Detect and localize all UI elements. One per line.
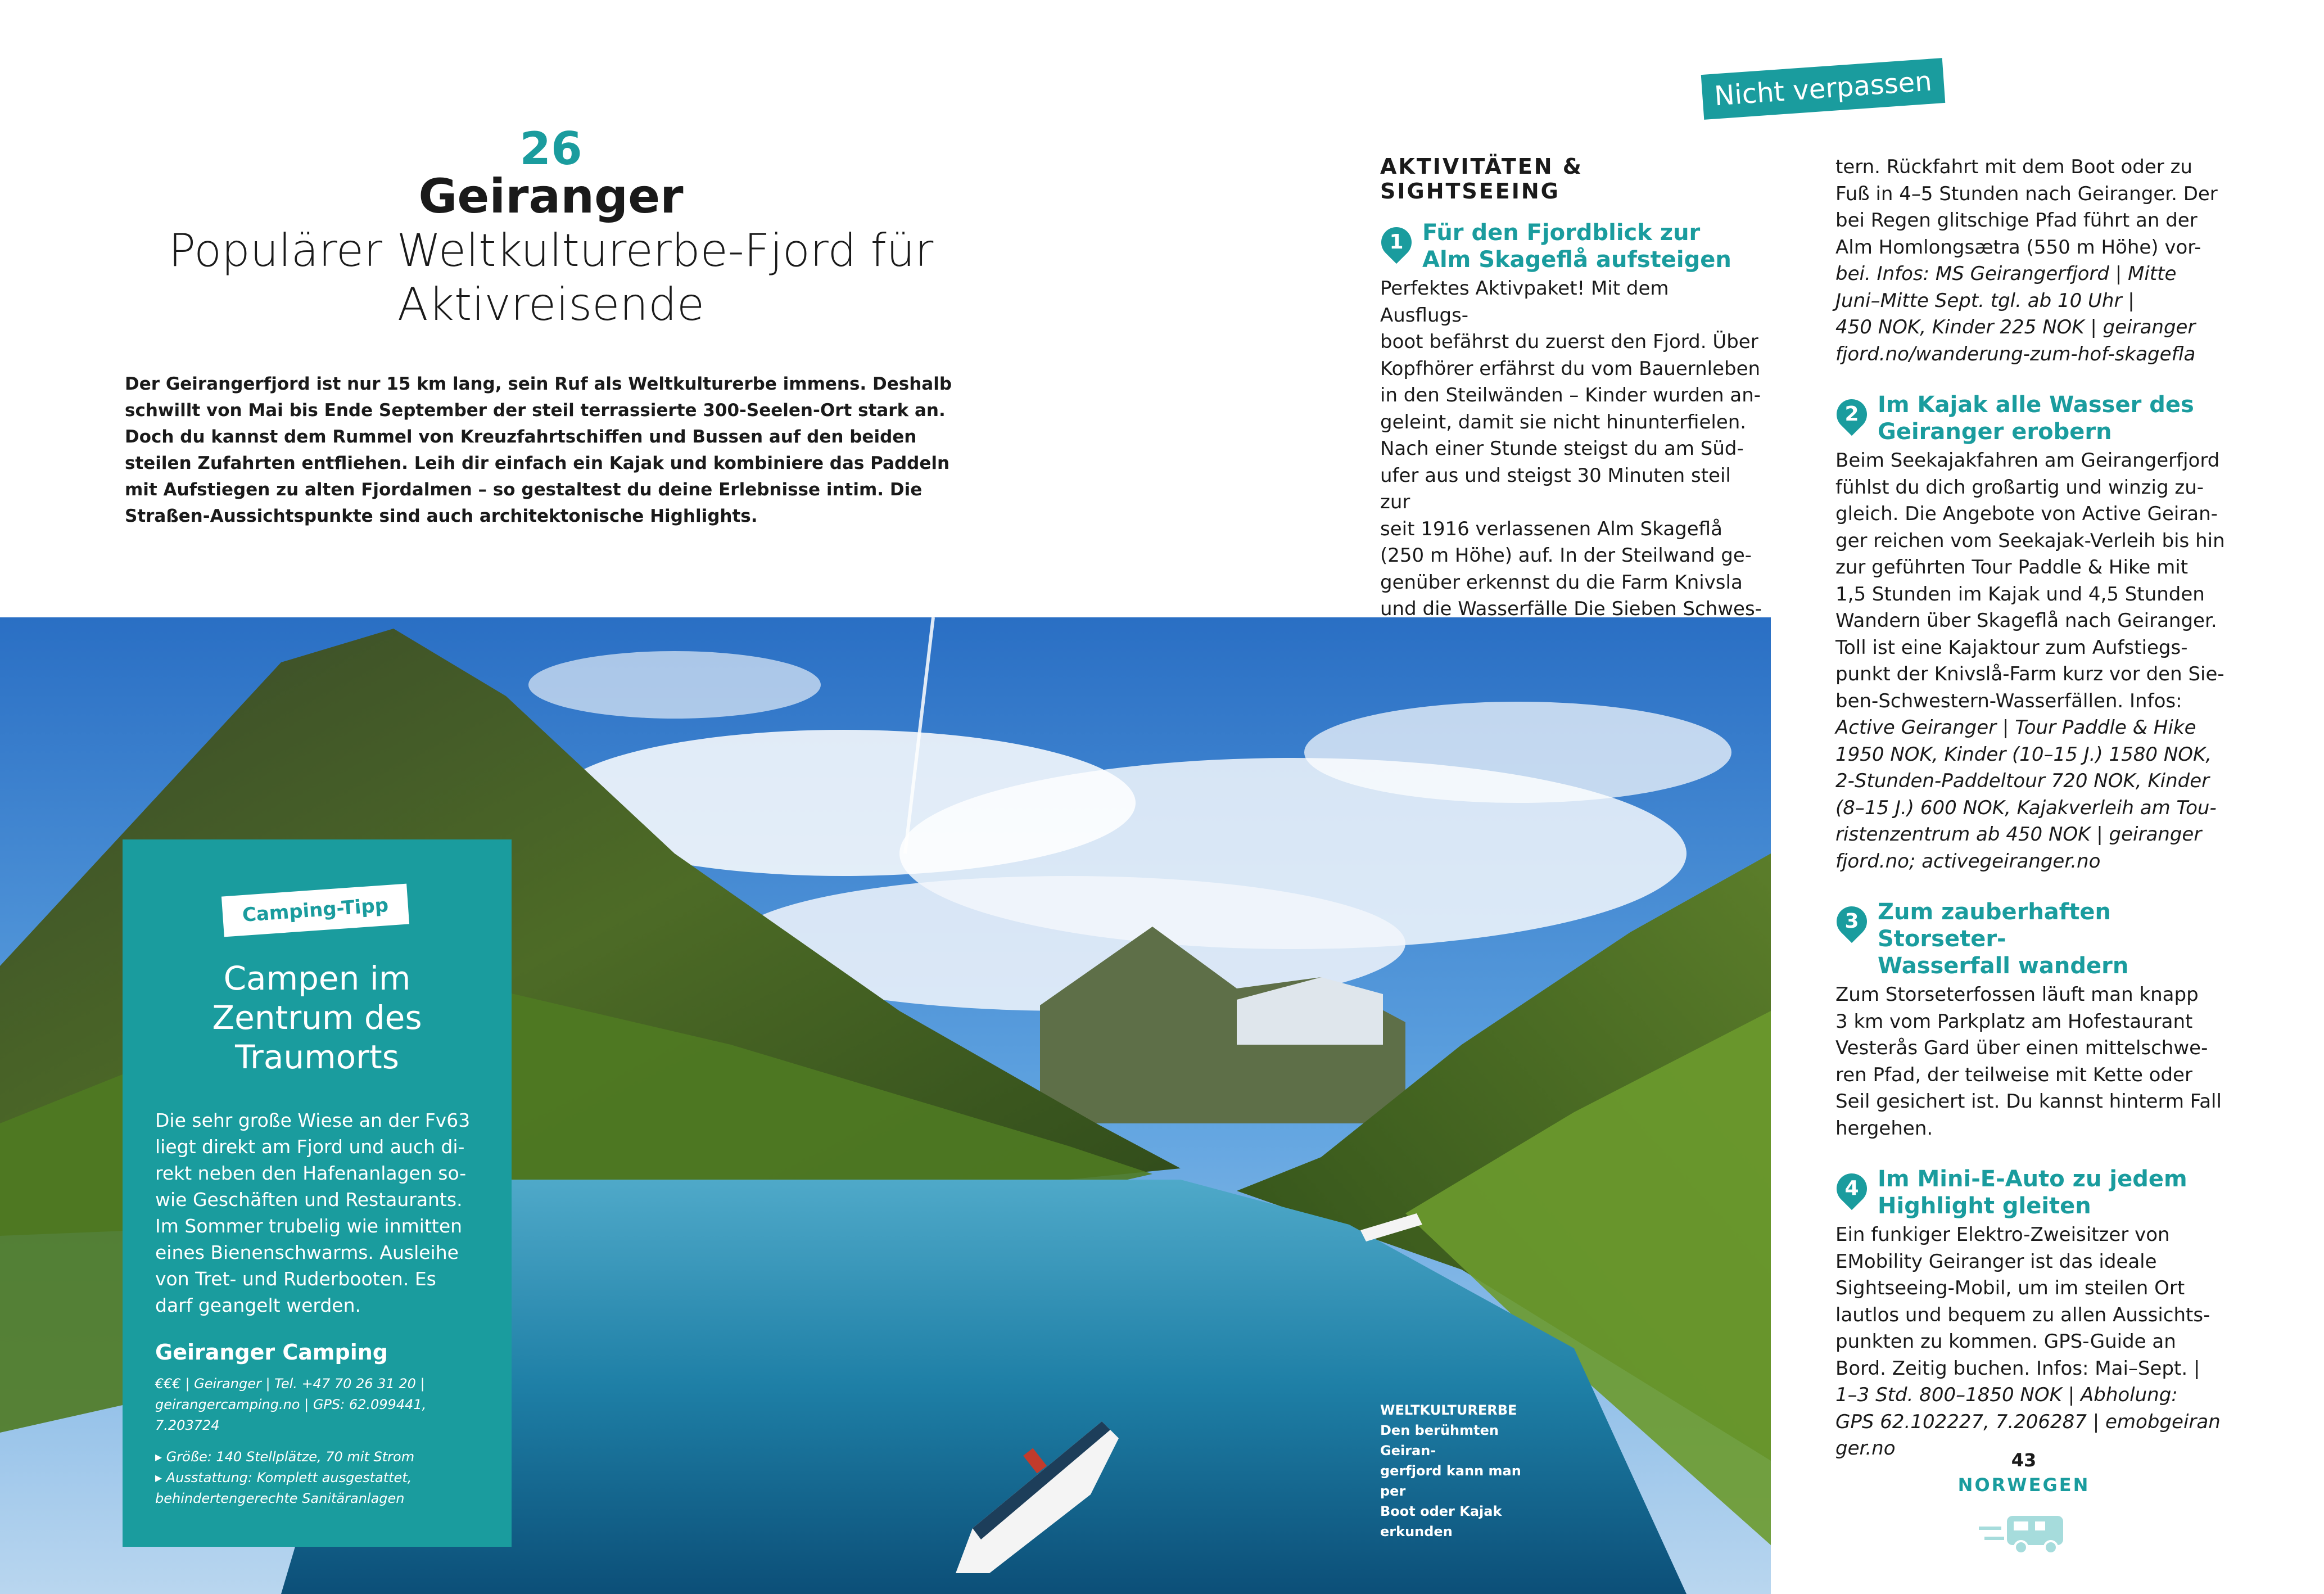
activity-body-line: ufer aus und steigst 30 Minuten steil zur (1380, 464, 1731, 513)
camping-feature-line: ▸ Ausstattung: Komplett ausgestattet, (155, 1470, 412, 1485)
country-label: NORWEGEN (1957, 1474, 2090, 1496)
camping-headline-line: Traumorts (235, 1038, 399, 1076)
camping-body (155, 1107, 492, 1318)
camping-feature-line: ▸ Größe: 140 Stellplätze, 70 mit Strom (155, 1449, 415, 1465)
activity-body-line: Sightseeing-Mobil, um im steilen Ort (1835, 1277, 2185, 1299)
map-pin-icon (1830, 900, 1873, 943)
camping-feature-line: behindertengerechte Sanitäranlagen (155, 1491, 405, 1506)
activity-2-title (1835, 391, 2229, 445)
activity-body-line: fühlst du dich großartig und winzig zu- (1835, 476, 2204, 499)
camping-tag: Camping-Tipp (221, 884, 409, 937)
camping-body-line: darf geangelt werden. (155, 1294, 361, 1316)
activity-body-line: Alm Homlongsætra (550 m Höhe) vor- (1835, 236, 2201, 259)
activity-body-line: und die Wasserfälle Die Sieben Schwes- (1380, 598, 1762, 620)
activity-infos-line: fjord.no; activegeiranger.no (1835, 850, 2101, 873)
activity-body-line: Toll ist eine Kajaktour zum Aufstiegs- (1835, 636, 2188, 659)
activity-title-line: Im Mini-E-Auto zu jedem (1878, 1166, 2187, 1192)
activity-infos-line: ristenzentrum ab 450 NOK | geiranger (1835, 823, 2202, 846)
activity-body-line: Seil gesichert ist. Du kannst hinterm Fall (1835, 1090, 2222, 1113)
camping-headline (145, 959, 489, 1077)
activity-body-line: Nach einer Stunde steigst du am Süd- (1380, 437, 1744, 460)
camping-tip-box (123, 839, 512, 1547)
camping-info-line: 7.203724 (155, 1417, 220, 1433)
intro-line: steilen Zufahrten entfliehen. Leih dir einfach ein Kajak und kombiniere das Paddeln (125, 453, 950, 473)
activity-body-line: genüber erkennst du die Farm Knivsla (1380, 571, 1743, 594)
activity-body-line: Zum Storseterfossen läuft man knapp (1835, 983, 2199, 1006)
subtitle-line: Aktivreisende (397, 278, 705, 331)
activity-body-line: Wandern über Skageflå nach Geiranger. (1835, 609, 2217, 632)
activity-body-line: Fuß in 4–5 Stunden nach Geiranger. Der (1835, 182, 2218, 205)
intro-line: Straßen-Aussichtspunkte sind auch architektonische Highlights. (125, 506, 758, 526)
activity-4-title (1835, 1166, 2229, 1220)
activity-body-line: punkt der Knivslå-Farm kurz vor den Sie- (1835, 663, 2224, 685)
activity-infos-line: Active Geiranger | Tour Paddle & Hike (1835, 716, 2196, 739)
camping-info-line: €€€ | Geiranger | Tel. +47 70 26 31 20 | (155, 1376, 425, 1392)
activity-body-line: EMobility Geiranger ist das ideale (1835, 1250, 2157, 1273)
activity-body-line: geleint, damit sie nicht hinunterfielen. (1380, 410, 1747, 434)
activity-title-line: Geiranger erobern (1878, 419, 2112, 445)
activity-title-line: Zum zauberhaften Storseter- (1878, 899, 2111, 952)
activity-title-line: Alm Skageflå aufsteigen (1422, 247, 1731, 273)
activity-body-line: Perfektes Aktivpaket! Mit dem Ausflugs- (1380, 277, 1669, 327)
activity-title-line: Für den Fjordblick zur (1422, 220, 1701, 246)
activity-1-title (1380, 219, 1762, 273)
activity-body-line: ben-Schwestern-Wasserfällen. Infos: (1835, 689, 2182, 712)
activity-body-line: ren Pfad, der teilweise mit Kette oder (1835, 1063, 2192, 1086)
activity-2 (1835, 391, 2229, 875)
subtitle-line: Populärer Weltkulturerbe-Fjord für (168, 224, 934, 277)
camping-body-line: Im Sommer trubelig wie inmitten (155, 1215, 463, 1237)
caption-line: gerfjord kann man per (1380, 1463, 1521, 1499)
activity-number: 1 (1389, 231, 1404, 254)
activity-body-line: 1,5 Stunden im Kajak und 4,5 Stunden (1835, 582, 2205, 606)
photo-caption (1380, 1400, 1549, 1542)
intro-line: Doch du kannst dem Rummel von Kreuzfahrtschiffen und Bussen auf den beiden (125, 427, 917, 447)
camper-van-icon (1979, 1511, 2069, 1556)
caption-line: WELTKULTURERBE (1380, 1402, 1517, 1418)
activity-number: 2 (1844, 403, 1859, 426)
intro-line: Der Geirangerfjord ist nur 15 km lang, sein Ruf als Weltkulturerbe immens. Deshalb (125, 374, 952, 394)
activity-infos-line: bei. Infos: MS Geirangerfjord | Mitte (1835, 263, 2177, 285)
activities-column-1 (1380, 154, 1762, 623)
activity-4 (1835, 1166, 2229, 1462)
activity-body-line: Beim Seekajakfahren am Geirangerfjord (1835, 449, 2220, 472)
activity-body-line: lautlos und bequem zu allen Aussichts- (1835, 1303, 2210, 1326)
section-title: AKTIVITÄTEN & SIGHTSEEING (1380, 154, 1583, 204)
camping-body-line: Die sehr große Wiese an der Fv63 (155, 1109, 471, 1131)
map-pin-icon (1830, 393, 1873, 436)
activity-body-line: zur geführten Tour Paddle & Hike mit (1835, 556, 2189, 579)
activity-body-line: (250 m Höhe) auf. In der Steilwand ge- (1380, 544, 1752, 567)
activity-3 (1835, 898, 2229, 1142)
activity-body-line: 3 km vom Parkplatz am Hofestaurant (1835, 1010, 2193, 1033)
activity-infos-line: 450 NOK, Kinder 225 NOK | geiranger (1835, 316, 2196, 338)
activity-body-line: Ein funkiger Elektro-Zweisitzer von (1835, 1223, 2170, 1246)
map-pin-icon (1830, 1167, 1873, 1210)
activity-infos-line: fjord.no/wanderung-zum-hof-skagefla (1835, 342, 2196, 365)
activity-body-line: boot befährst du zuerst den Fjord. Über (1380, 331, 1758, 353)
nicht-verpassen-badge: Nicht verpassen (1701, 58, 1946, 120)
caption-line: erkunden (1380, 1524, 1453, 1539)
camping-features (155, 1447, 492, 1509)
activity-1 (1380, 219, 1762, 623)
activity-body-line: ger reichen vom Seekajak-Verleih bis hin (1835, 529, 2225, 552)
camping-info (155, 1374, 492, 1436)
activity-title-line: Im Kajak alle Wasser des (1878, 392, 2194, 418)
camping-info-line: geirangercamping.no | GPS: 62.099441, (155, 1397, 427, 1412)
activity-body-line: punkten zu kommen. GPS-Guide an (1835, 1330, 2176, 1353)
activity-number: 3 (1844, 910, 1859, 933)
activity-3-title (1835, 898, 2229, 979)
page-number: 43 (2011, 1449, 2037, 1471)
activity-body-line: gleich. Die Angebote von Active Geiran- (1835, 503, 2218, 525)
activity-infos-line: 1950 NOK, Kinder (10–15 J.) 1580 NOK, (1835, 743, 2212, 766)
activity-title-line: Highlight gleiten (1878, 1193, 2091, 1219)
intro-line: mit Aufstiegen zu alten Fjordalmen – so gestaltest du deine Erlebnisse intim. Die (125, 480, 923, 500)
activity-body-line: bei Regen glitschige Pfad führt an der (1835, 209, 2198, 232)
activities-column-2 (1835, 154, 2229, 1462)
activity-infos-line: (8–15 J.) 600 NOK, Kajakverleih am Tou- (1835, 796, 2217, 819)
camping-body-line: liegt direkt am Fjord und auch di- (155, 1136, 465, 1158)
intro-line: schwillt von Mai bis Ende September der steil terrassierte 300-Seelen-Ort stark an. (125, 400, 946, 421)
chapter-number: 26 (519, 123, 582, 175)
activity-title-line: Wasserfall wandern (1878, 953, 2129, 979)
camping-headline-line: Campen im (223, 959, 411, 997)
activity-infos-line: GPS 62.102227, 7.206287 | emobgeiran (1835, 1410, 2221, 1433)
caption-line: Boot oder Kajak (1380, 1503, 1502, 1519)
intro-text (125, 371, 968, 530)
camping-body-line: rekt neben den Hafenanlagen so- (155, 1162, 467, 1184)
camping-body-line: wie Geschäften und Restaurants. (155, 1189, 463, 1211)
activity-body-line: Kopfhörer erfährst du vom Bauernleben (1380, 357, 1761, 380)
activity-number: 4 (1844, 1177, 1859, 1200)
activity-body-line: in den Steilwänden – Kinder wurden an- (1380, 384, 1761, 407)
camping-headline-line: Zentrum des (212, 999, 422, 1037)
activity-body-line: hergehen. (1835, 1117, 1933, 1140)
activity-infos-line: ger.no (1835, 1437, 1896, 1460)
activity-body-line: Vesterås Gard über einen mittelschwe- (1835, 1037, 2208, 1059)
page-title: Geiranger (418, 169, 684, 224)
activity-body-line: seit 1916 verlassenen Alm Skageflå (1380, 517, 1722, 540)
camping-body-line: von Tret- und Ruderbooten. Es (155, 1268, 436, 1290)
activity-body-line: Bord. Zeitig buchen. Infos: Mai–Sept. | (1835, 1357, 2200, 1380)
activity-infos-line: 2-Stunden-Paddeltour 720 NOK, Kinder (1835, 770, 2210, 792)
page-subtitle (124, 224, 978, 332)
camping-body-line: eines Bienenschwarms. Ausleihe (155, 1241, 459, 1263)
caption-line: Den berühmten Geiran- (1380, 1423, 1499, 1458)
activity-infos-line: 1–3 Std. 800–1850 NOK | Abholung: (1835, 1384, 2178, 1406)
map-pin-icon (1375, 221, 1418, 264)
camping-name: Geiranger Camping (155, 1340, 388, 1365)
activity-infos-line: Juni–Mitte Sept. tgl. ab 10 Uhr | (1835, 289, 2135, 312)
activity-body-line: tern. Rückfahrt mit dem Boot oder zu (1835, 156, 2192, 178)
